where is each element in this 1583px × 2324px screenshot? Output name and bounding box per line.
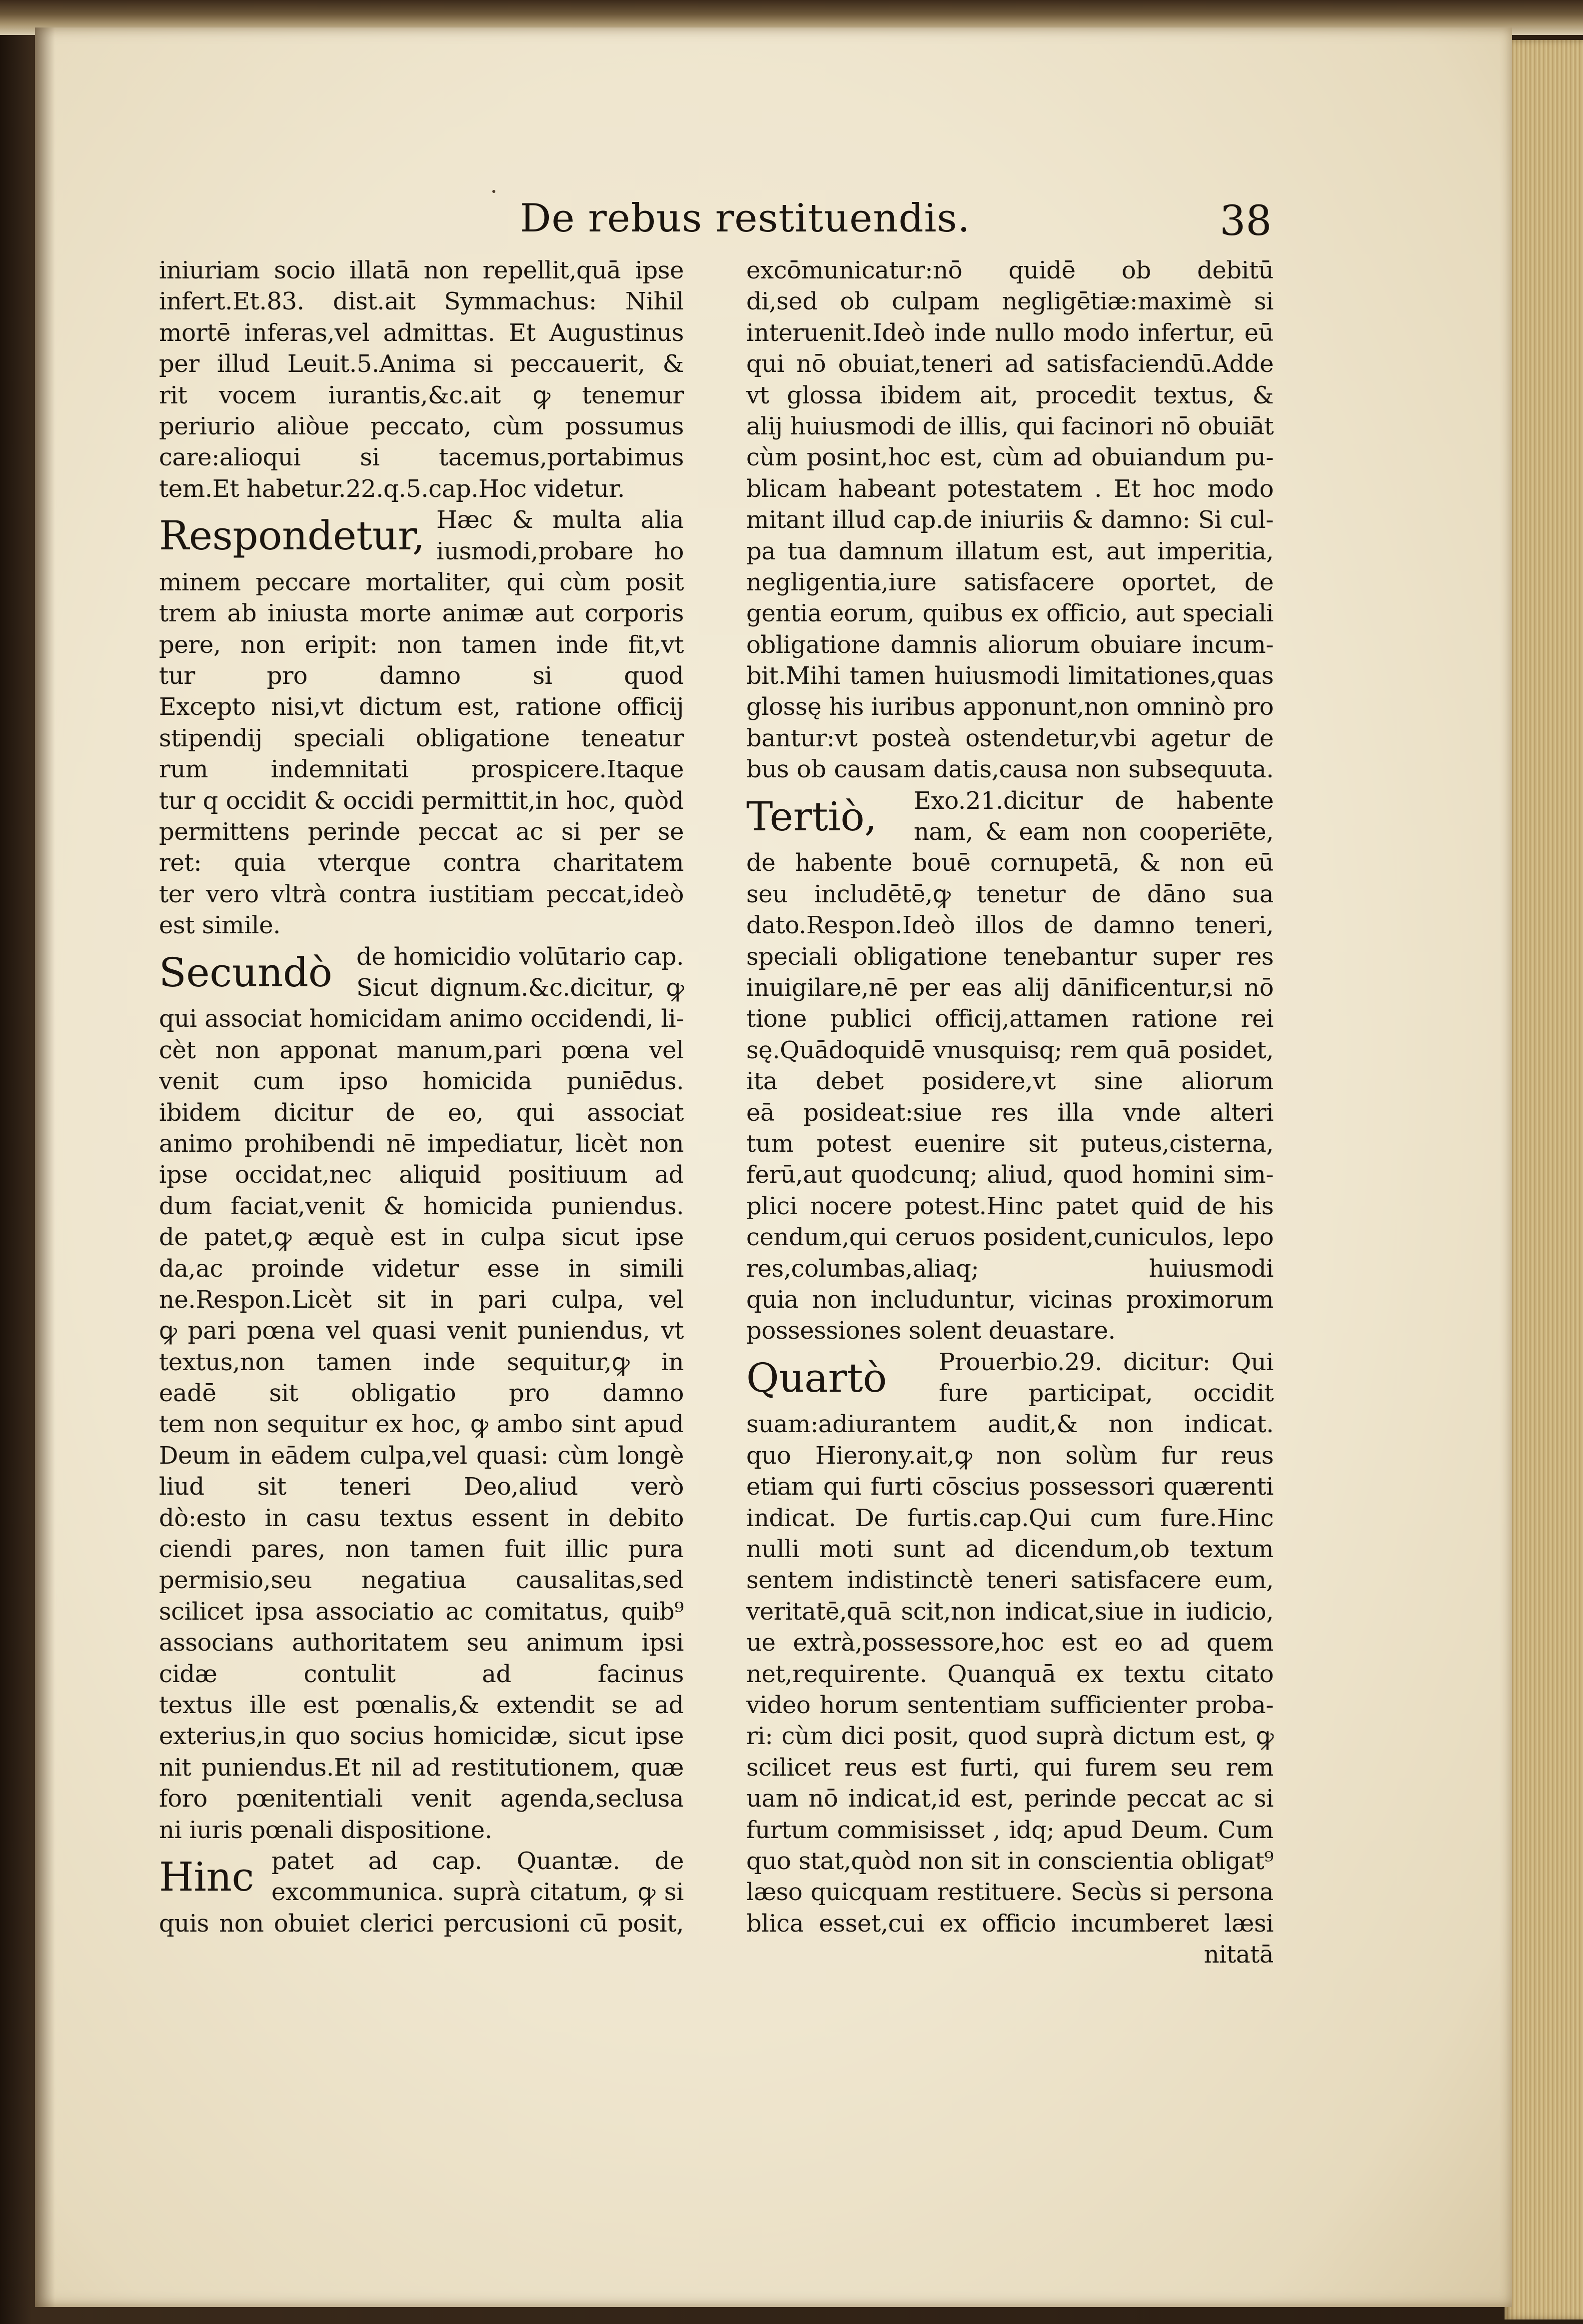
text-line: vt glossa ibidem ait, procedit textus, &	[746, 381, 1274, 409]
text-line: foro pœnitentiali venit agenda,seclusa	[159, 1785, 684, 1813]
initial-row	[159, 504, 684, 567]
text-line: tem.Et habetur.22.q.5.cap.Hoc videtur.	[159, 474, 625, 503]
text-line: cendum,qui ceruos posident,cuniculos, lepo	[746, 1223, 1274, 1252]
text-line: fure participat, occidit	[939, 1379, 1274, 1408]
text-line: furtum commisisset , idq; apud Deum. Cum	[746, 1816, 1274, 1844]
text-line: quis non obuiet clerici percusioni cū posit,	[159, 1909, 684, 1938]
text-line: patet ad cap. Quantæ. de	[271, 1847, 684, 1875]
text-line: dò:esto in casu textus essent in debito	[159, 1504, 684, 1532]
text-line: ter vero vltrà contra iustitiam peccat,ideò	[159, 880, 684, 908]
text-line: gentia eorum, quibus ex officio, aut speciali	[746, 599, 1274, 628]
text-line: eadē sit obligatio pro damno	[159, 1379, 684, 1408]
text-line: tione publici officij,attamen ratione rei	[746, 1005, 1274, 1033]
text-line: tur q occidit & occidi permittit,in hoc, quòd	[159, 786, 684, 815]
text-line: infert.Et.83. dist.ait Symmachus: Nihil	[159, 287, 684, 316]
text-line: scilicet reus est furti, qui furem seu rem	[746, 1753, 1274, 1782]
text-line: venit cum ipso homicida puniēdus.	[159, 1067, 684, 1096]
text-line: textus ille est pœnalis,& extendit se ad	[159, 1691, 684, 1719]
text-line: speciali obligatione tenebantur super res	[746, 942, 1274, 971]
text-line: net,requirente. Quanquā ex textu citato	[746, 1660, 1274, 1688]
paragraph-continued	[746, 255, 1274, 785]
text-line: excommunica. suprà citatum, ꝙ si	[271, 1878, 684, 1907]
text-line: ue extrà,possessore,hoc est eo ad quem	[746, 1629, 1274, 1657]
text-line: mitant illud cap.de iniuriis & damno: Si cul-	[746, 506, 1274, 534]
text-line: obligatione damnis aliorum obuiare incum-	[746, 630, 1274, 659]
text-line: di,sed ob culpam negligētiæ:maximè si	[746, 287, 1274, 316]
text-line: sę.Quādoquidē vnusquisq; rem quā posidet,	[746, 1036, 1274, 1064]
folio-number: 38	[1220, 197, 1272, 245]
text-line: periurio aliòue peccato, cùm possumus	[159, 412, 684, 440]
text-line: minem peccare mortaliter, qui cùm posit	[159, 568, 684, 596]
paragraph-hinc	[159, 1846, 684, 1939]
text-line: nit puniendus.Et nil ad restitutionem, quæ	[159, 1753, 684, 1782]
text-line: plici nocere potest.Hinc patet quid de his	[746, 1192, 1274, 1220]
text-line: scilicet ipsa associatio ac comitatus, quib⁹	[159, 1597, 684, 1626]
text-line: de habente bouē cornupetā, & non eū	[746, 849, 1274, 877]
text-line: uam nō indicat,id est, perinde peccat ac si	[746, 1785, 1274, 1813]
text-line: animo prohibendi nē impediatur, licèt non	[159, 1129, 684, 1158]
text-line: bantur:vt posteà ostendetur,vbi agetur de	[746, 724, 1274, 752]
text-line: liud sit teneri Deo,aliud verò	[159, 1473, 684, 1501]
text-line: ita debet posidere,vt sine aliorum	[746, 1067, 1274, 1096]
initial-row	[159, 1846, 684, 1908]
initial-word: Secundò	[159, 949, 332, 996]
text-line: qui nō obuiat,teneri ad satisfaciendū.Adde	[746, 350, 1274, 378]
text-line: læso quicquam restituere. Secùs si persona	[746, 1878, 1274, 1907]
text-line: Excepto nisi,vt dictum est, ratione officij	[159, 693, 684, 721]
left-column	[159, 255, 684, 1939]
text-line: de homicidio volūtario cap.	[356, 942, 684, 971]
text-line: indicat. De furtis.cap.Qui cum fure.Hinc	[746, 1504, 1274, 1532]
text-line: exterius,in quo socius homicidæ, sicut ipse	[159, 1722, 684, 1751]
text-line: ri: cùm dici posit, quod suprà dictum est, ꝙ	[746, 1722, 1274, 1751]
text-line: care:alioqui si tacemus,portabimus	[159, 443, 684, 472]
text-line: tum potest euenire sit puteus,cisterna,	[746, 1129, 1274, 1158]
text-line: ferū,aut quodcunq; aliud, quod homini sim-	[746, 1161, 1274, 1189]
text-line: Hæc & multa alia	[436, 506, 684, 534]
text-line: cèt non apponat manum,pari pœna vel	[159, 1036, 684, 1064]
text-line: associans authoritatem seu animum ipsi	[159, 1629, 684, 1657]
text-line: cidæ contulit ad facinus	[159, 1660, 684, 1688]
text-line: cùm posint,hoc est, cùm ad obuiandum pu-	[746, 443, 1274, 472]
running-head: De rebus restituendis.	[520, 196, 971, 241]
text-line: possessiones solent deuastare.	[746, 1317, 1116, 1345]
text-line: tur pro damno si quod	[159, 662, 684, 690]
text-line: suam:adiurantem audit,& non indicat.	[746, 1410, 1274, 1439]
page-fore-edge	[1505, 40, 1583, 2320]
text-line: bus ob causam datis,causa non subsequuta.	[746, 755, 1274, 784]
paragraph-tertio	[746, 785, 1274, 1347]
text-line: trem ab iniusta morte animæ aut corporis	[159, 599, 684, 628]
text-line: ret: quia vterque contra charitatem	[159, 849, 684, 877]
text-line: pa tua damnum illatum est, aut imperitia,	[746, 537, 1274, 565]
text-line: ibidem dicitur de eo, qui associat	[159, 1098, 684, 1127]
text-line: Prouerbio.29. dicitur: Qui	[939, 1348, 1274, 1376]
text-line: permisio,seu negatiua causalitas,sed	[159, 1566, 684, 1595]
text-line: blica esset,cui ex officio incumberet læsi	[746, 1909, 1274, 1938]
initial-side-lines	[271, 1846, 684, 1908]
text-line: Deum in eādem culpa,vel quasi: cùm longè	[159, 1441, 684, 1470]
text-line: interuenit.Ideò inde nullo modo infertur, eū	[746, 318, 1274, 347]
text-line: Sicut dignum.&c.dicitur, ꝙ	[356, 974, 684, 1002]
text-line: mortē inferas,vel admittas. Et Augustinus	[159, 318, 684, 347]
text-line: veritatē,quā scit,non indicat,siue in iudicio,	[746, 1597, 1274, 1626]
initial-word: Respondetur,	[159, 512, 425, 559]
initial-word: Hinc	[159, 1853, 254, 1900]
text-line: seu includētē,ꝙ tenetur de dāno sua	[746, 880, 1274, 908]
initial-word: Quartò	[746, 1354, 887, 1401]
text-line: sentem indistinctè teneri satisfacere eum,	[746, 1566, 1274, 1595]
text-line: pere, non eripit: non tamen inde fit,vt	[159, 630, 684, 659]
text-line: excōmunicatur:nō quidē ob debitū	[746, 256, 1274, 284]
text-line: bit.Mihi tamen huiusmodi limitationes,quas	[746, 662, 1274, 690]
text-line: inuigilare,nē per eas alij dānificentur,si nō	[746, 974, 1274, 1002]
text-line: tem non sequitur ex hoc, ꝙ ambo sint apud	[159, 1410, 684, 1439]
page-gutter-shadow	[35, 27, 55, 2307]
initial-side-lines	[436, 504, 684, 567]
text-line: da,ac proinde videtur esse in simili	[159, 1254, 684, 1283]
text-line: quo Hierony.ait,ꝙ non solùm fur reus	[746, 1441, 1274, 1470]
text-line: ne.Respon.Licèt sit in pari culpa, vel	[159, 1285, 684, 1314]
text-line: eā posideat:siue res illa vnde alteri	[746, 1098, 1274, 1127]
text-line: est simile.	[159, 911, 281, 940]
text-line: Exo.21.dicitur de habente	[914, 786, 1274, 815]
text-line: permittens perinde peccat ac si per se	[159, 818, 684, 846]
text-line: rit vocem iurantis,&c.ait ꝙ tenemur	[159, 381, 684, 409]
text-line: ni iuris pœnali dispositione.	[159, 1816, 492, 1844]
text-line: blicam habeant potestatem . Et hoc modo	[746, 474, 1274, 503]
text-line: stipendij speciali obligatione teneatur	[159, 724, 684, 752]
initial-word: Tertiò,	[746, 793, 877, 840]
initial-side-lines	[356, 941, 684, 1004]
text-line: res,columbas,aliaq; huiusmodi	[746, 1254, 1274, 1283]
right-column	[746, 255, 1274, 1971]
initial-side-lines	[939, 1347, 1274, 1409]
text-line: ciendi pares, non tamen fuit illic pura	[159, 1535, 684, 1564]
initial-row	[746, 1347, 1274, 1409]
text-line: video horum sententiam sufficienter proba-	[746, 1691, 1274, 1719]
text-line: ꝙ pari pœna vel quasi venit puniendus, vt	[159, 1317, 684, 1345]
text-line: per illud Leuit.5.Anima si peccauerit, &	[159, 350, 684, 378]
text-line: textus,non tamen inde sequitur,ꝙ in	[159, 1348, 684, 1376]
text-line: rum indemnitati prospicere.Itaque	[159, 755, 684, 784]
ink-speck	[492, 190, 495, 193]
text-line: quia non includuntur, vicinas proximorum	[746, 1285, 1274, 1314]
text-line: iniuriam socio illatā non repellit,quā ipse	[159, 256, 684, 284]
paragraph-quarto	[746, 1347, 1274, 1971]
paragraph-intro	[159, 255, 684, 504]
text-line: dato.Respon.Ideò illos de damno teneri,	[746, 911, 1274, 940]
text-line: nam, & eam non cooperiēte,	[914, 818, 1274, 846]
text-line: glossę his iuribus apponunt,non omninò pro	[746, 693, 1274, 721]
text-line: de patet,ꝙ æquè est in culpa sicut ipse	[159, 1223, 684, 1252]
text-line: alij huiusmodi de illis, qui facinori nō obuiāt	[746, 412, 1274, 440]
text-line: nulli moti sunt ad dicendum,ob textum	[746, 1535, 1274, 1564]
text-line: qui associat homicidam animo occidendi, li-	[159, 1005, 684, 1033]
catchword: nitatā	[1204, 1941, 1274, 1969]
text-line: negligentia,iure satisfacere oportet, de	[746, 568, 1274, 596]
text-line: etiam qui furti cōscius possessori quærenti	[746, 1473, 1274, 1501]
initial-side-lines	[914, 785, 1274, 848]
paragraph-respondetur	[159, 504, 684, 941]
text-line: quo stat,quòd non sit in conscientia obligat⁹	[746, 1847, 1274, 1875]
text-line: ipse occidat,nec aliquid positiuum ad	[159, 1161, 684, 1189]
paragraph-secundo	[159, 941, 684, 1846]
initial-row	[746, 785, 1274, 848]
text-line: dum faciat,venit & homicida puniendus.	[159, 1192, 684, 1220]
text-line: iusmodi,probare ho	[436, 537, 684, 565]
initial-row	[159, 941, 684, 1004]
